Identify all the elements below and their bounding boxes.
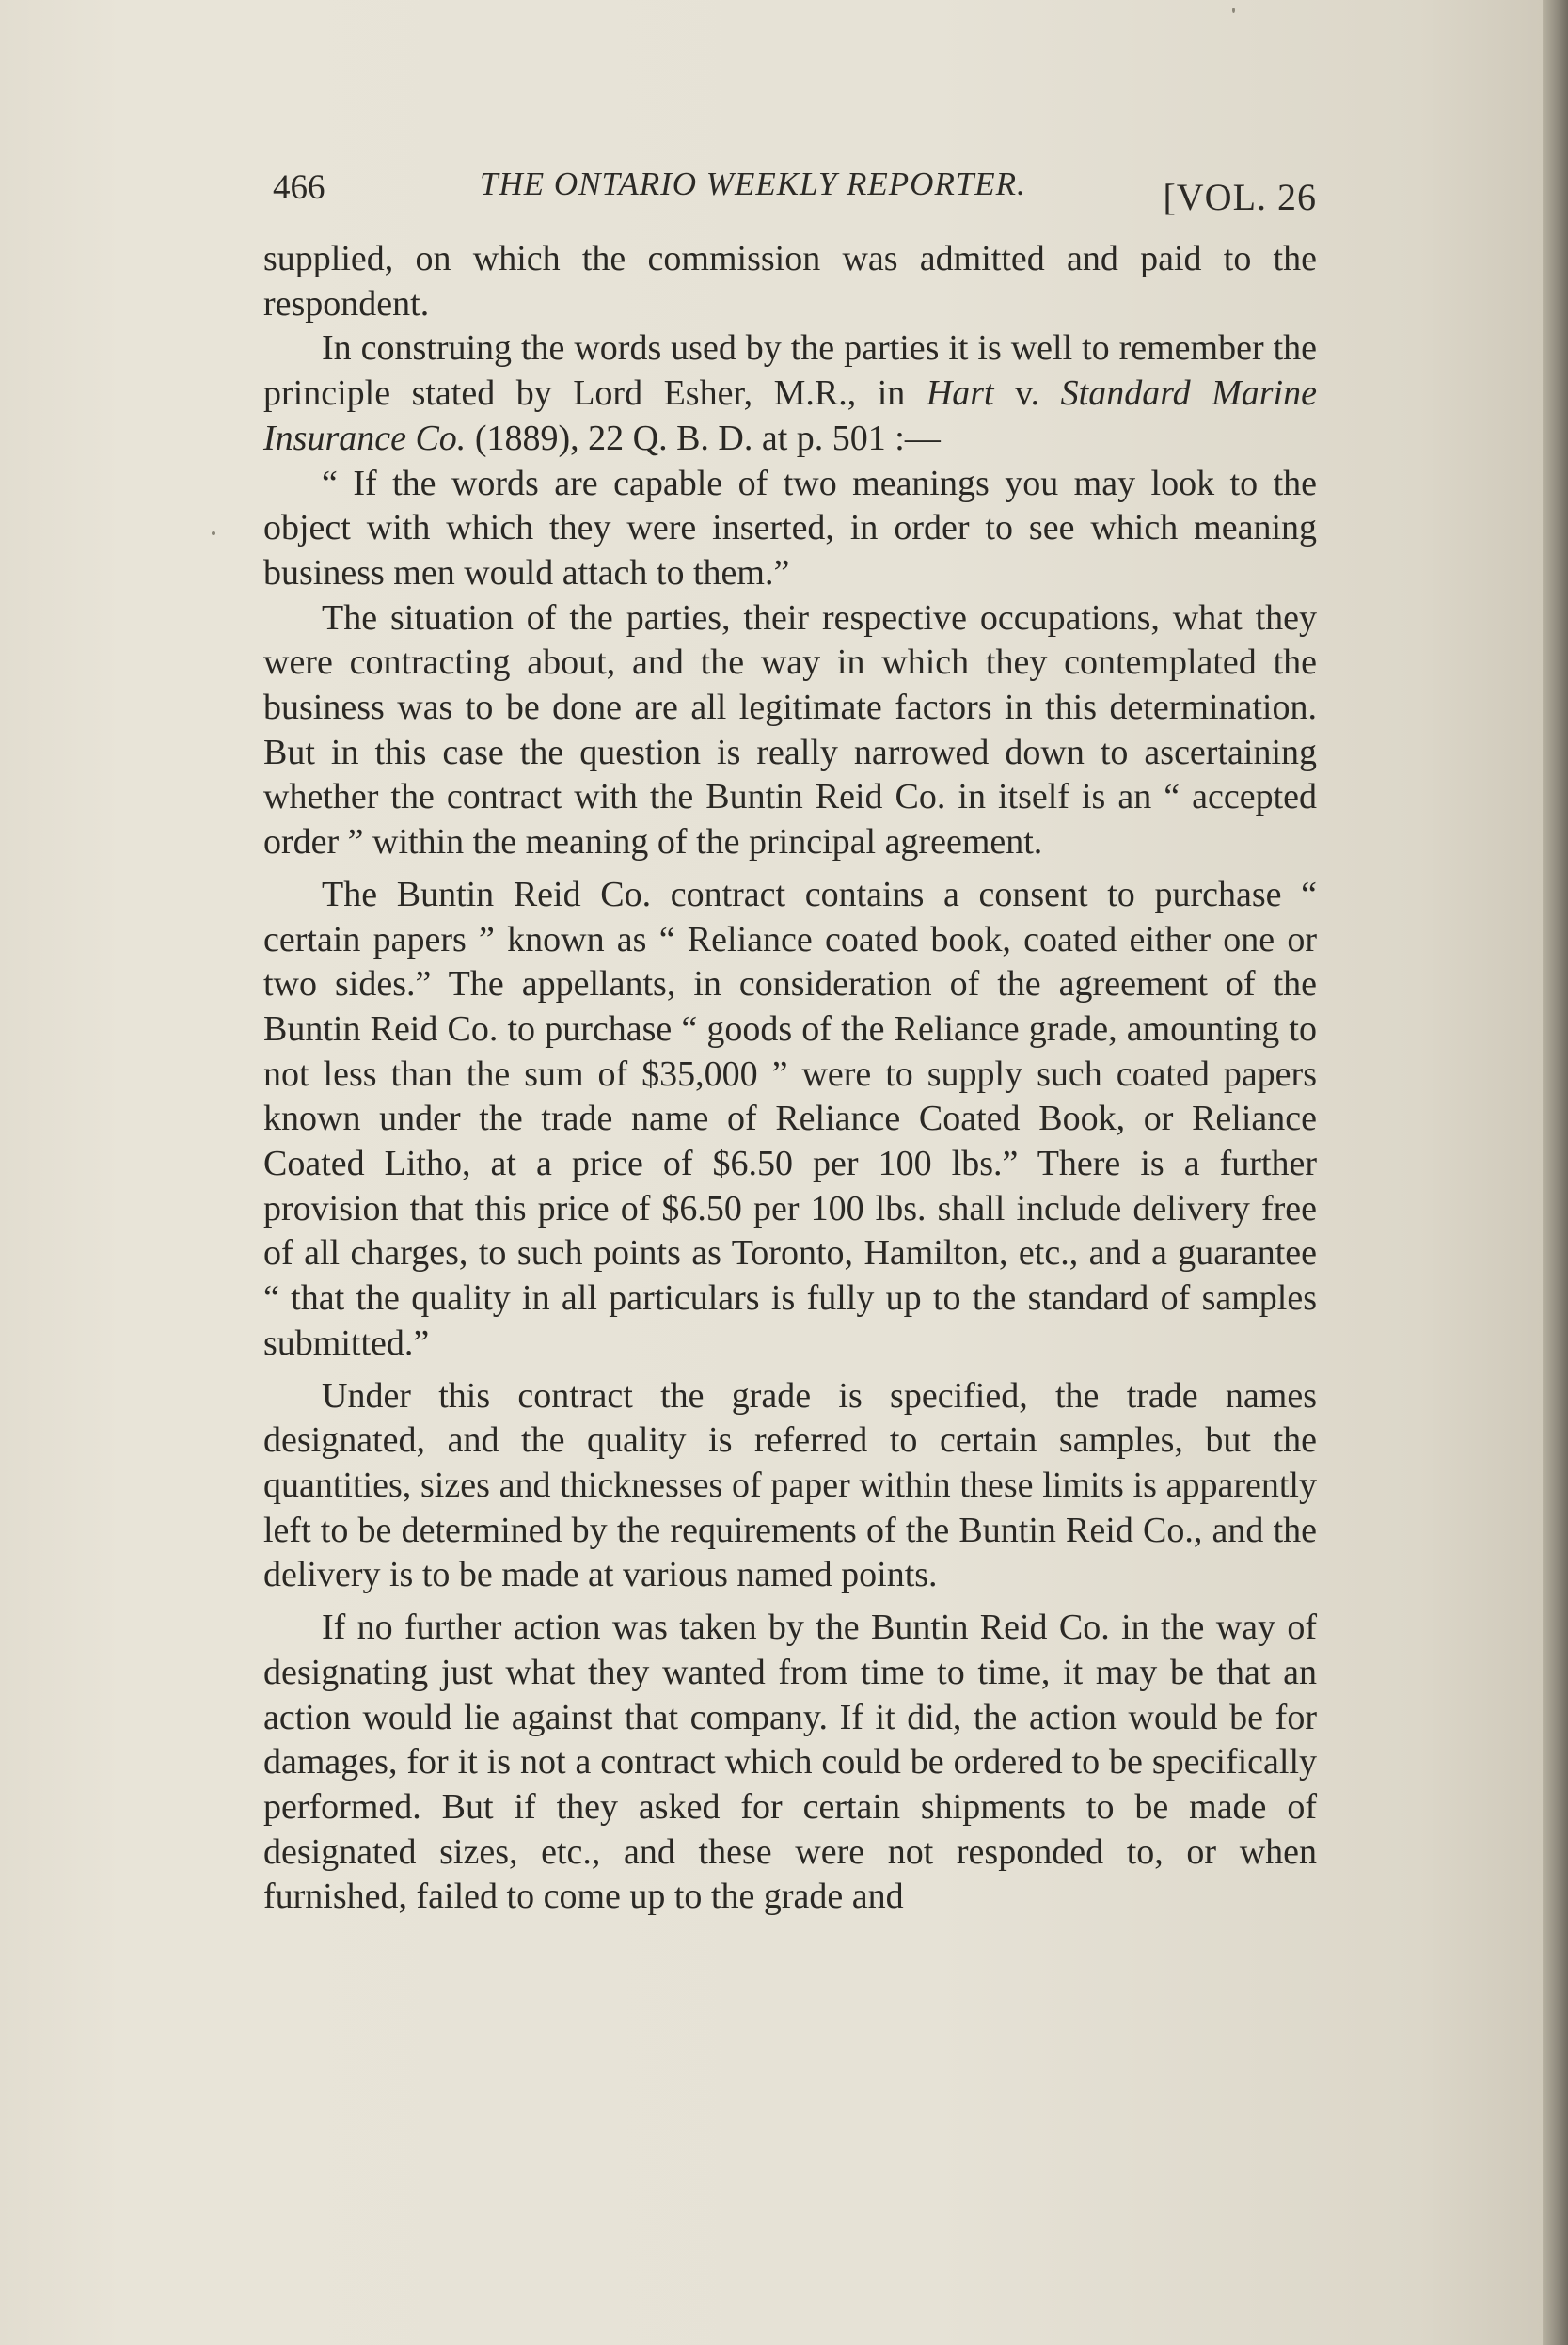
case-name-italic: Standard Marine Insurance Co. <box>263 373 1317 458</box>
paragraph-text: v. <box>993 373 1061 414</box>
running-head <box>273 160 1317 226</box>
paragraph-under-contract: Under this contract the grade is specified, the trade names designated, and the quality is referred to certain samples, but the quantities, sizes and thicknesses of paper within these limits is apparently left to be determined by the requirements of the Buntin Reid Co., and the delivery is to be made at various named points. <box>263 1375 1317 1595</box>
paper-speck <box>212 531 215 535</box>
journal-title: THE ONTARIO WEEKLY REPORTER. <box>480 166 1026 202</box>
paragraph-construing <box>263 326 1317 461</box>
case-name-italic: Hart <box>926 373 994 414</box>
page-number: 466 <box>273 168 325 207</box>
paragraph-text: (1889), 22 Q. B. D. at p. 501 :— <box>466 418 941 458</box>
paragraph-no-further-action: If no further action was taken by the Buntin Reid Co. in the way of designating just what they wanted from time to time, it may be that an action would lie against that company. If it did, the action would be for damages, for it is not a contract which could be ordered to be specifically performed. But if they asked for certain shipments to be made of designated sizes, etc., and these were not responded to, or when furnished, failed to come up to the grade and <box>263 1608 1317 1917</box>
volume-label: [VOL. 26 <box>1163 176 1317 218</box>
body-text <box>263 237 1317 1920</box>
paragraph-text: In construing the words used by the parties it is well to remember the principle stated by Lord Esher, M.R., in <box>263 328 1317 414</box>
page-edge-shadow <box>1543 0 1568 2345</box>
block-quotation: “ If the words are capable of two meanings you may look to the object with which they were inserted, in order to see which meaning business men would attach to them.” <box>263 463 1317 593</box>
paragraph-continued: supplied, on which the commission was admitted and paid to the respondent. <box>263 239 1317 324</box>
paper-speck <box>1232 8 1235 13</box>
paragraph-contract: The Buntin Reid Co. contract contains a consent to purchase “ certain papers ” known as “ Reliance coated book, coated either one or two sides.” The appellants, in consideration of the agreement of the Buntin Reid Co. to purchase “ goods of the Reliance grade, amounting to not less than the sum of $35,000 ” were to supply such coated papers known under the trade name of Reliance Coated Book, or Reliance Coated Litho, at a price of $6.50 per 100 lbs.” There is a further provision that this price of $6.50 per 100 lbs. shall include delivery free of all charges, to such points as Toronto, Hamilton, etc., and a guarantee “ that the quality in all particulars is fully up to the standard of samples submitted.” <box>263 874 1317 1363</box>
paragraph-situation: The situation of the parties, their respective occupations, what they were contracting about, and the way in which they contemplated the business was to be done are all legitimate factors in this determination. But in this case the question is really narrowed down to ascertaining whether the contract with the Buntin Reid Co. in itself is an “ accepted order ” within the meaning of the principal agreement. <box>263 597 1317 863</box>
